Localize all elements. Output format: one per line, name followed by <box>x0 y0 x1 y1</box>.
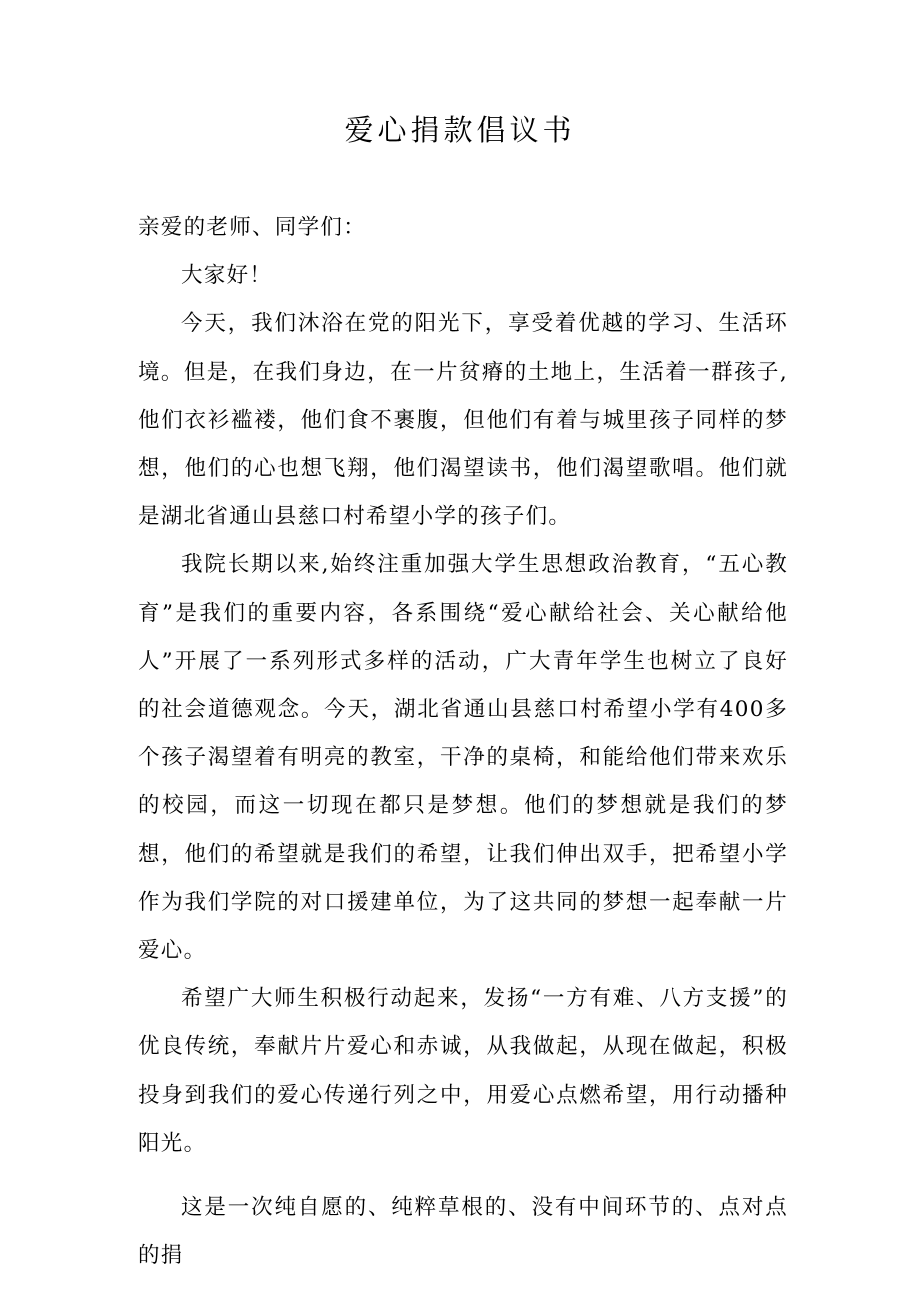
paragraph-greeting: 大家好！ <box>181 263 273 289</box>
paragraph-college-initiative: 我院长期以来,始终注重加强大学生思想政治教育，“五心教育”是我们的重要内容，各系围绕“爱心献给社会、关心献给他人”开展了一系列形式多样的活动，广大青年学生也树立了良好的社会道德观念。今天，湖北省通山县慈口村希望小学有400多个孩子渴望着有明亮的教室，干净的桌椅，和能给他们带来欢乐的校园，而这一切现在都只是梦想。他们的梦想就是我们的梦想，他们的希望就是我们的希望，让我们伸出双手，把希望小学作为我们学院的对口援建单位，为了这共同的梦想一起奉献一片爱心。 <box>138 552 788 964</box>
document-body <box>138 204 788 1280</box>
paragraph-background: 今天，我们沐浴在党的阳光下，享受着优越的学习、生活环境。但是，在我们身边，在一片贫瘠的土地上，生活着一群孩子,他们衣衫褴褛，他们食不裹腹，但他们有着与城里孩子同样的梦想，他们的心也想飞翔，他们渴望读书，他们渴望歌唱。他们就是湖北省通山县慈口村希望小学的孩子们。 <box>138 311 788 530</box>
salutation: 亲爱的老师、同学们： <box>138 215 367 240</box>
paragraph-donation-nature: 这是一次纯自愿的、纯粹草根的、没有中间环节的、点对点的捐 <box>138 1195 788 1269</box>
paragraph-call-to-action: 希望广大师生积极行动起来，发扬“一方有难、八方支援”的优良传统，奉献片片爱心和赤诚，从我做起，从现在做起，积极投身到我们的爱心传递行列之中，用爱心点燃希望，用行动播种阳光。 <box>138 986 788 1156</box>
document-title: 爱心捐款倡议书 <box>344 113 576 147</box>
